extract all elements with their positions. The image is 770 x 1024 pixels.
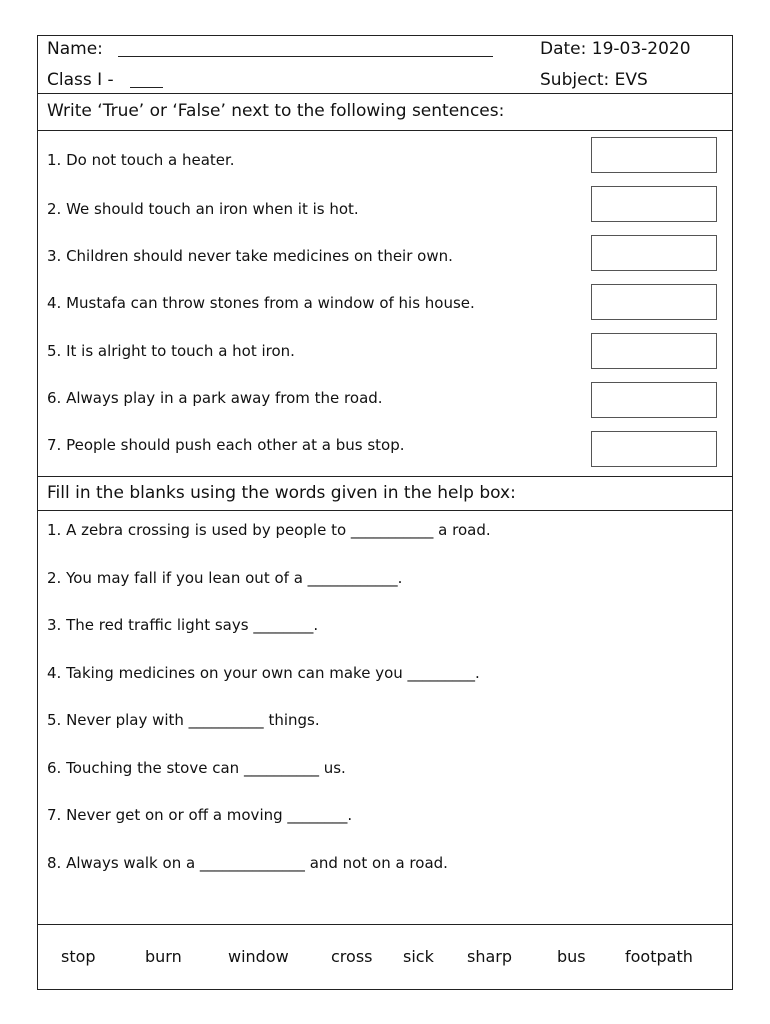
fill-blank-question-4: 4. Taking medicines on your own can make you _________.	[47, 664, 480, 682]
help-word: burn	[145, 947, 182, 966]
tf-answer-box-7[interactable]	[591, 431, 717, 467]
tf-answer-box-6[interactable]	[591, 382, 717, 418]
help-word: stop	[61, 947, 96, 966]
divider	[38, 476, 732, 477]
tf-question-3: 3. Children should never take medicines on their own.	[47, 247, 453, 265]
fill-blank-question-3: 3. The red traffic light says ________.	[47, 616, 319, 634]
tf-question-6: 6. Always play in a park away from the road.	[47, 389, 383, 407]
tf-answer-box-5[interactable]	[591, 333, 717, 369]
tf-question-7: 7. People should push each other at a bus stop.	[47, 436, 405, 454]
subject-label: Subject: EVS	[540, 70, 648, 90]
fill-blank-question-2: 2. You may fall if you lean out of a ____________.	[47, 569, 403, 587]
section2-instruction: Fill in the blanks using the words given in the help box:	[47, 483, 516, 503]
fill-blank-question-1: 1. A zebra crossing is used by people to ___________ a road.	[47, 521, 491, 539]
tf-question-4: 4. Mustafa can throw stones from a window of his house.	[47, 294, 475, 312]
fill-blank-question-5: 5. Never play with __________ things.	[47, 711, 320, 729]
class-blank-line	[130, 87, 163, 88]
tf-answer-box-1[interactable]	[591, 137, 717, 173]
worksheet	[37, 35, 733, 990]
tf-question-1: 1. Do not touch a heater.	[47, 151, 235, 169]
fill-blank-question-7: 7. Never get on or off a moving ________.	[47, 806, 353, 824]
help-word: footpath	[625, 947, 693, 966]
date-label: Date: 19-03-2020	[540, 39, 691, 59]
fill-blank-question-8: 8. Always walk on a ______________ and not on a road.	[47, 854, 448, 872]
help-word: sick	[403, 947, 434, 966]
divider	[38, 130, 732, 131]
tf-question-5: 5. It is alright to touch a hot iron.	[47, 342, 295, 360]
tf-question-2: 2. We should touch an iron when it is hot.	[47, 200, 359, 218]
tf-answer-box-4[interactable]	[591, 284, 717, 320]
class-label: Class I -	[47, 70, 114, 90]
tf-answer-box-3[interactable]	[591, 235, 717, 271]
help-word: sharp	[467, 947, 513, 966]
divider	[38, 510, 732, 511]
name-blank-line	[118, 56, 493, 57]
help-word: window	[228, 947, 289, 966]
fill-blank-question-6: 6. Touching the stove can __________ us.	[47, 759, 346, 777]
help-word: cross	[331, 947, 373, 966]
help-word: bus	[557, 947, 586, 966]
tf-answer-box-2[interactable]	[591, 186, 717, 222]
section1-instruction: Write ‘True’ or ‘False’ next to the following sentences:	[47, 101, 505, 121]
divider	[38, 93, 732, 94]
help-box-divider	[38, 924, 732, 925]
name-label: Name:	[47, 39, 103, 59]
